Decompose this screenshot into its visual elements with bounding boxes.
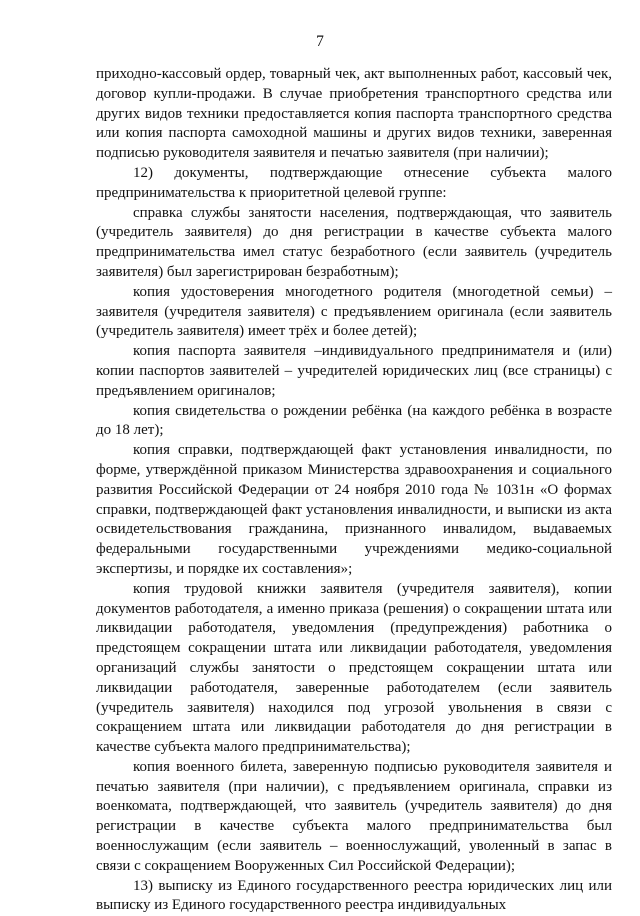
document-body — [96, 65, 612, 916]
paragraph: копия паспорта заявителя –индивидуального предпринимателя и (или) копии паспортов заявителей – учредителей юридических лиц (все страницы) с предъявлением оригиналов; — [96, 343, 612, 399]
paragraph: копия трудовой книжки заявителя (учредителя заявителя), копии документов работодателя, а именно приказа (решения) о сокращении штата или ликвидации работодателя, уведомления (предупреждения) работника о предстоящем сокращении штата или ликвидации работодателя, уведомления организаций службы занятости о предстоящем сокращении штата или ликвидации работодателя, заверенные работодателем (если заявитель (учредитель заявителя) находился под угрозой увольнения в связи с сокращением штата или ликвидации работодателя до дня регистрации в качестве субъекта малого предпринимательства); — [96, 580, 612, 756]
paragraph: копия военного билета, заверенную подписью руководителя заявителя и печатью заявителя (при наличии), с предъявлением оригинала, справки из военкомата, подтверждающей, что заявитель (учредитель заявителя) до дня регистрации в качестве субъекта малого предпринимательства был военнослужащим (если заявитель – военнослужащий, уволенный в запас в связи с сокращением Вооруженных Сил Российской Федерации); — [96, 758, 612, 874]
paragraph: приходно-кассовый ордер, товарный чек, акт выполненных работ, кассовый чек, договор купли-продажи. В случае приобретения транспортного средства или других видов техники предоставляется копия паспорта транспортного средства или копия паспорта самоходной машины и других видов техники, заверенная подписью руководителя заявителя и печатью заявителя (при наличии); — [96, 66, 612, 162]
paragraph: копия справки, подтверждающей факт установления инвалидности, по форме, утверждённой приказом Министерства здравоохранения и социального развития Российской Федерации от 24 ноября 2010 года № 1031н «О формах справки, подтверждающей факт установления инвалидности, и выписки из акта освидетельствования гражданина, признанного инвалидом, выдаваемых федеральными государственными учреждениями медико-социальной экспертизы, и порядке их составления»; — [96, 442, 612, 577]
paragraph: 12) документы, подтверждающие отнесение субъекта малого предпринимательства к приоритетной целевой группе: — [96, 164, 612, 201]
paragraph: копия свидетельства о рождении ребёнка (на каждого ребёнка в возрасте до 18 лет); — [96, 402, 612, 439]
paragraph: копия удостоверения многодетного родителя (многодетной семьи) – заявителя (учредителя заявителя) с предъявлением оригинала (если заявитель (учредитель заявителя) имеет трёх и более детей); — [96, 283, 612, 340]
paragraph: справка службы занятости населения, подтверждающая, что заявитель (учредитель заявителя) до дня регистрации в качестве субъекта малого предпринимательства имел статус безработного (если заявитель (учредитель заявителя) был зарегистрирован безработным); — [96, 204, 612, 280]
page-number: 7 — [316, 33, 324, 50]
paragraph: 13) выписку из Единого государственного реестра юридических лиц или выписку из Единого государственного реестра индивидуальных — [96, 877, 612, 914]
